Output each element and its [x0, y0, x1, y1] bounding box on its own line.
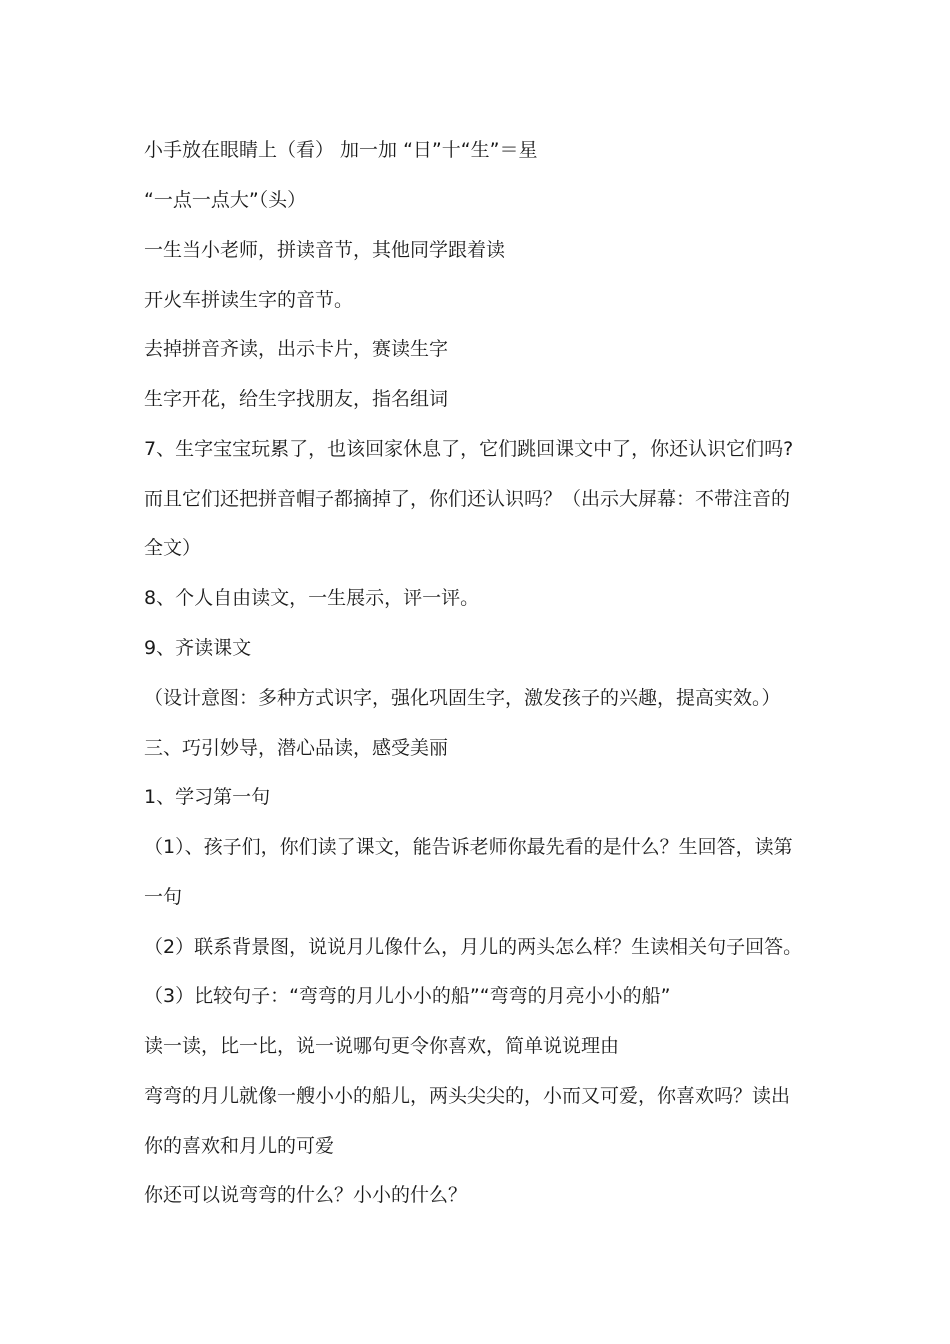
- text-line: 一生当小老师，拼读音节，其他同学跟着读: [144, 239, 506, 261]
- text-line: 一句: [144, 886, 183, 908]
- text-line: （2）联系背景图，说说月儿像什么，月儿的两头怎么样？生读相关句子回答。: [144, 936, 803, 958]
- text-line: （3）比较句子：“弯弯的月儿小小的船”“弯弯的月亮小小的船”: [144, 985, 671, 1007]
- text-line: 生字开花，给生字找朋友，指名组词: [144, 388, 449, 410]
- text-line: “一点一点大”（头）: [144, 189, 307, 211]
- text-line: 开火车拼读生字的音节。: [144, 289, 354, 311]
- text-line: 7、生字宝宝玩累了，也该回家休息了，它们跳回课文中了，你还认识它们吗?: [144, 438, 794, 460]
- text-line: 8、个人自由读文，一生展示，评一评。: [144, 587, 480, 609]
- text-line: 你的喜欢和月儿的可爱: [144, 1135, 335, 1157]
- text-line: 读一读，比一比，说一说哪句更令你喜欢，简单说说理由: [144, 1035, 620, 1057]
- text-line: 1、学习第一句: [144, 786, 271, 808]
- text-line: 去掉拼音齐读，出示卡片，赛读生字: [144, 338, 449, 360]
- text-line: 9、齐读课文: [144, 637, 252, 659]
- text-line: 你还可以说弯弯的什么？小小的什么？: [144, 1184, 468, 1206]
- text-line: （设计意图：多种方式识字，强化巩固生字，激发孩子的兴趣，提高实效。）: [144, 687, 781, 709]
- text-line: 而且它们还把拼音帽子都摘掉了，你们还认识吗？（出示大屏幕：不带注音的: [144, 488, 791, 510]
- text-line: 弯弯的月儿就像一艘小小的船儿，两头尖尖的，小而又可爱，你喜欢吗？读出: [144, 1085, 791, 1107]
- section-heading: 三、巧引妙导，潜心品读，感受美丽: [144, 737, 449, 759]
- text-line: （1）、孩子们，你们读了课文，能告诉老师你最先看的是什么？生回答，读第: [144, 836, 793, 858]
- text-line: 小手放在眼睛上（看） 加一加 “日”十“生”＝星: [144, 139, 538, 161]
- text-line: 全文）: [144, 537, 202, 559]
